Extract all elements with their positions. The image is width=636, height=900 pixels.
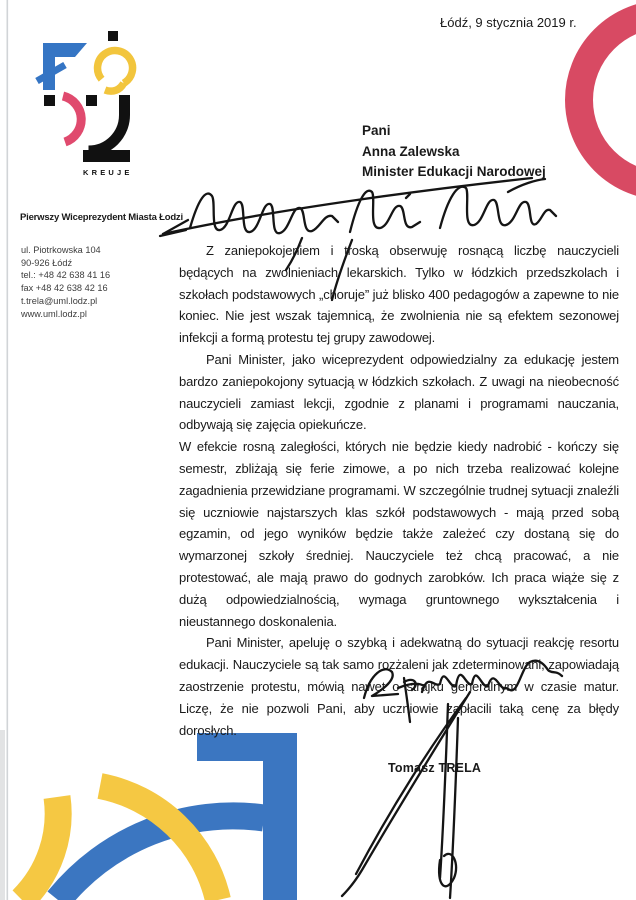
decor-pink-ring-icon: [579, 14, 636, 186]
signature-crossing-icon: [398, 678, 424, 722]
logo-square-dot-left-icon: [44, 95, 55, 106]
sender-address-block: [21, 244, 110, 320]
recipient-name: Anna Zalewska: [362, 143, 460, 159]
decor-blue-bar-icon: [263, 733, 297, 900]
salutation-pen-mark-icon: [160, 220, 188, 236]
sender-email: t.trela@uml.lodz.pl: [21, 295, 98, 306]
logo-accent-dot-icon: [108, 31, 118, 41]
paragraph-4: Pani Minister, apeluję o szybką i adekwatną do sytuacji reakcję resortu edukacji. Nauczyciele są tak samo rozżaleni jak zdeterminowani, zapowiadają zaostrzenie protestu, mówią nawet o strajku generalnym w czasie matur. Liczę, że nie pozwoli Pani, aby uczniowie zapłacili taką cenę za błędy dorosłych.: [179, 635, 619, 738]
lodz-kreuje-logo: [35, 28, 145, 178]
date-line: Łódź, 9 stycznia 2019 r.: [440, 15, 577, 30]
sender-website: www.uml.lodz.pl: [21, 308, 87, 319]
sender-postcode: 90-926 Łódź: [21, 257, 73, 268]
paragraph-2: Pani Minister, jako wiceprezydent odpowiedzialny za edukację jestem bardzo zaniepokojony sytuacją w łódzkich szkołach. Z uwagi na nieobecność nauczycieli zamiast lekcji, zgodnie z planami i programami nauczania, odbywają się zajęcia opiekuńcze.: [179, 351, 619, 433]
recipient-title: Minister Edukacji Narodowej: [362, 164, 546, 179]
recipient-salutation: Pani: [362, 123, 391, 138]
signer-name: Tomasz TRELA: [388, 761, 482, 775]
logo-wordmark: KREUJE: [83, 168, 133, 177]
logo-letter-o-icon: [98, 50, 133, 83]
paragraph-1: Z zaniepokojeniem i troską obserwuję rosnącą liczbę nauczycieli będących na zwolnieniach lekarskich. Tylko w łódzkich przedszkolach i szkołach podstawowych „choruje” już blisko 400 pedagogów a zapewne to nie koniec. Nie jest wszak tajemnicą, że zwolnienia nie są efektem sezonowej infekcji a formą protestu tej grupy zawodowej.: [179, 243, 619, 346]
handwritten-signature: [320, 648, 582, 900]
signature-z-icon: [364, 669, 398, 698]
logo-letter-o-tail-icon: [105, 83, 124, 91]
logo-square-dot-right-icon: [86, 95, 97, 106]
sender-phone: tel.: +48 42 638 41 16: [21, 270, 111, 281]
logo-letter-d-icon: [63, 96, 81, 142]
sender-fax: fax +48 42 638 42 16: [21, 283, 108, 294]
logo-letter-z-bar-icon: [83, 150, 130, 162]
logo-letter-z-stub-icon: [119, 95, 130, 115]
signature-letters-icon: [422, 661, 562, 692]
salutation-flourish-icon: [163, 178, 532, 234]
sender-title: Pierwszy Wiceprezydent Miasta Łodzi: [20, 212, 183, 223]
decor-yellow-arc-left-icon: [22, 797, 58, 900]
paragraph-3: W efekcie rosną zaległości, których nie będzie kiedy nadrobić - kończy się semestr, zbliżają się ferie zimowe, a po nich trzeba realizować kolejne zagadnienia przewidziane programami. W szczególnie trudnej sytuacji znaleźli się uczniowie najstarszych klas szkół podstawowych - mają przed sobą egzamin, od jego wyników będzie także zależeć czy dostaną się do wymarzonej szkoły średniej. Nauczyciele też chcą pracować, a nie protestować, ale mają prawo do godnych zarobków. Ich praca wiąże się z dużą odpowiedzialnością, wymaga gruntownego wykształcenia i nieustannego doskonalenia.: [179, 439, 619, 629]
sender-street: ul. Piotrkowska 104: [21, 245, 101, 255]
logo-letter-z-curve-icon: [89, 115, 125, 151]
